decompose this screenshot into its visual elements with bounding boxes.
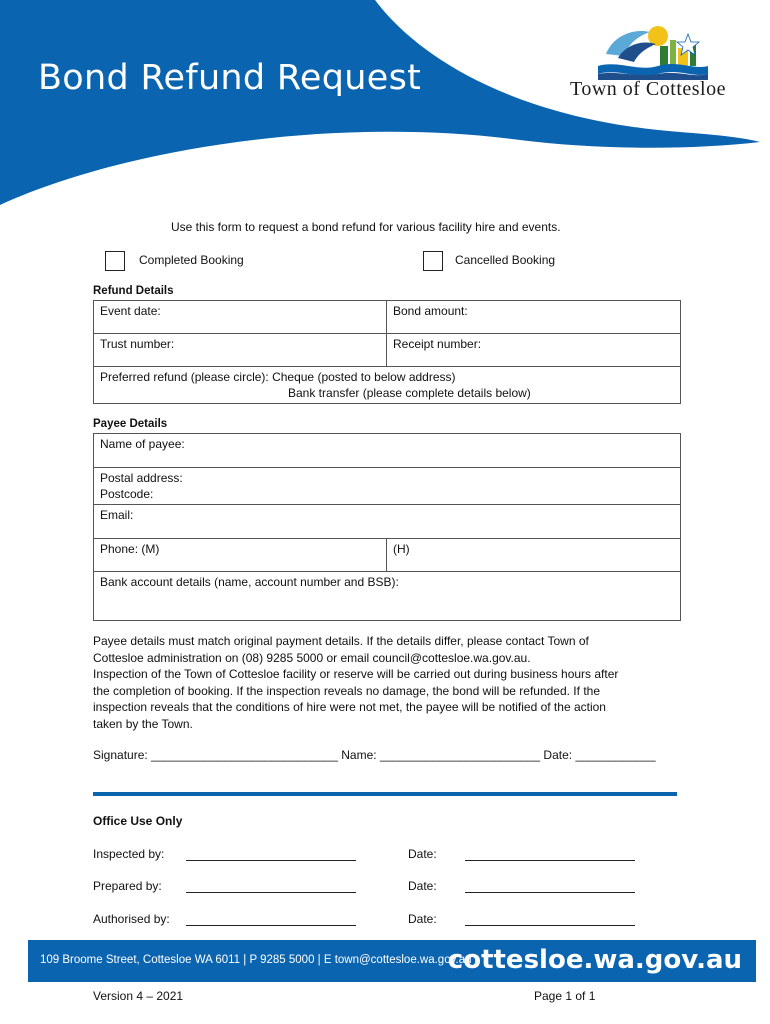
footer-address: 109 Broome Street, Cottesloe WA 6011 | P 9285 5000 | E town@cottesloe.wa.gov.au: [40, 954, 472, 966]
note-line: the completion of booking. If the inspection reveals no damage, the bond will be refunded. If the: [93, 683, 600, 698]
trust-number-field[interactable]: [94, 334, 387, 367]
payee-note-paragraph: [93, 633, 683, 732]
completed-booking-label: Completed Booking: [139, 253, 244, 267]
preferred-refund-field[interactable]: [94, 367, 681, 404]
note-line: inspection reveals that the conditions of hire were not met, the payee will be notified of the action: [93, 700, 606, 714]
prepared-date-line[interactable]: [465, 892, 635, 893]
footer-bar: [28, 940, 756, 982]
page-number: Page 1 of 1: [534, 989, 596, 1003]
receipt-number-field[interactable]: [387, 334, 681, 367]
note-line: Cottesloe administration on (08) 9285 5000 or email council@cottesloe.wa.gov.au.: [93, 650, 531, 665]
phone-mobile-label: Phone: (M): [100, 542, 160, 556]
logo-text: Town of Cottesloe: [570, 78, 726, 100]
postal-address-label: Postal address:: [100, 471, 183, 485]
email-label: Email:: [100, 508, 134, 522]
payee-name-label: Name of payee:: [100, 437, 185, 451]
payee-details-table: [93, 433, 681, 621]
office-use-title: Office Use Only: [93, 814, 183, 828]
prepared-by-label: Prepared by:: [93, 879, 162, 893]
footer-website: cottesloe.wa.gov.au: [447, 945, 742, 975]
bond-amount-field[interactable]: [387, 301, 681, 334]
signature-line[interactable]: Signature: ____________________________ Name: ________________________ Date: ____________: [93, 748, 656, 762]
office-divider: [93, 792, 677, 796]
bank-details-field[interactable]: [94, 572, 681, 621]
cancelled-booking-checkbox[interactable]: [423, 251, 443, 271]
phone-home-label: (H): [393, 542, 410, 556]
intro-text: Use this form to request a bond refund for various facility hire and events.: [171, 220, 561, 234]
postal-address-field[interactable]: [94, 468, 681, 505]
bank-details-label: Bank account details (name, account number and BSB):: [100, 575, 399, 589]
inspected-date-line[interactable]: [465, 860, 635, 861]
inspected-date-label: Date:: [408, 847, 437, 861]
note-line: taken by the Town.: [93, 716, 193, 731]
page-title: Bond Refund Request: [38, 58, 422, 98]
note-line: Payee details must match original payment details. If the details differ, please contact Town of: [93, 634, 589, 648]
inspected-by-line[interactable]: [186, 860, 356, 861]
authorised-date-line[interactable]: [465, 925, 635, 926]
town-logo-icon: [598, 24, 708, 80]
version-label: Version 4 – 2021: [93, 989, 184, 1003]
event-date-label: Event date:: [100, 304, 161, 318]
trust-number-label: Trust number:: [100, 337, 175, 351]
payee-name-field[interactable]: [94, 434, 681, 468]
phone-mobile-field[interactable]: [94, 539, 387, 572]
payee-details-title: Payee Details: [93, 418, 168, 430]
prepared-date-label: Date:: [408, 879, 437, 893]
note-line: Inspection of the Town of Cottesloe facility or reserve will be carried out during business hours after: [93, 667, 619, 681]
refund-details-table: [93, 300, 681, 404]
preferred-refund-line1: Preferred refund (please circle): Cheque (posted to below address): [100, 370, 456, 384]
refund-details-title: Refund Details: [93, 285, 174, 297]
inspected-by-label: Inspected by:: [93, 847, 165, 861]
email-field[interactable]: [94, 505, 681, 539]
postcode-label: Postcode:: [100, 487, 154, 501]
authorised-date-label: Date:: [408, 912, 437, 926]
event-date-field[interactable]: [94, 301, 387, 334]
receipt-number-label: Receipt number:: [393, 337, 482, 351]
phone-home-field[interactable]: [387, 539, 681, 572]
authorised-by-line[interactable]: [186, 925, 356, 926]
cancelled-booking-label: Cancelled Booking: [455, 253, 556, 267]
prepared-by-line[interactable]: [186, 892, 356, 893]
authorised-by-label: Authorised by:: [93, 912, 170, 926]
completed-booking-checkbox[interactable]: [105, 251, 125, 271]
bond-amount-label: Bond amount:: [393, 304, 468, 318]
preferred-refund-line2: Bank transfer (please complete details below): [288, 386, 531, 400]
